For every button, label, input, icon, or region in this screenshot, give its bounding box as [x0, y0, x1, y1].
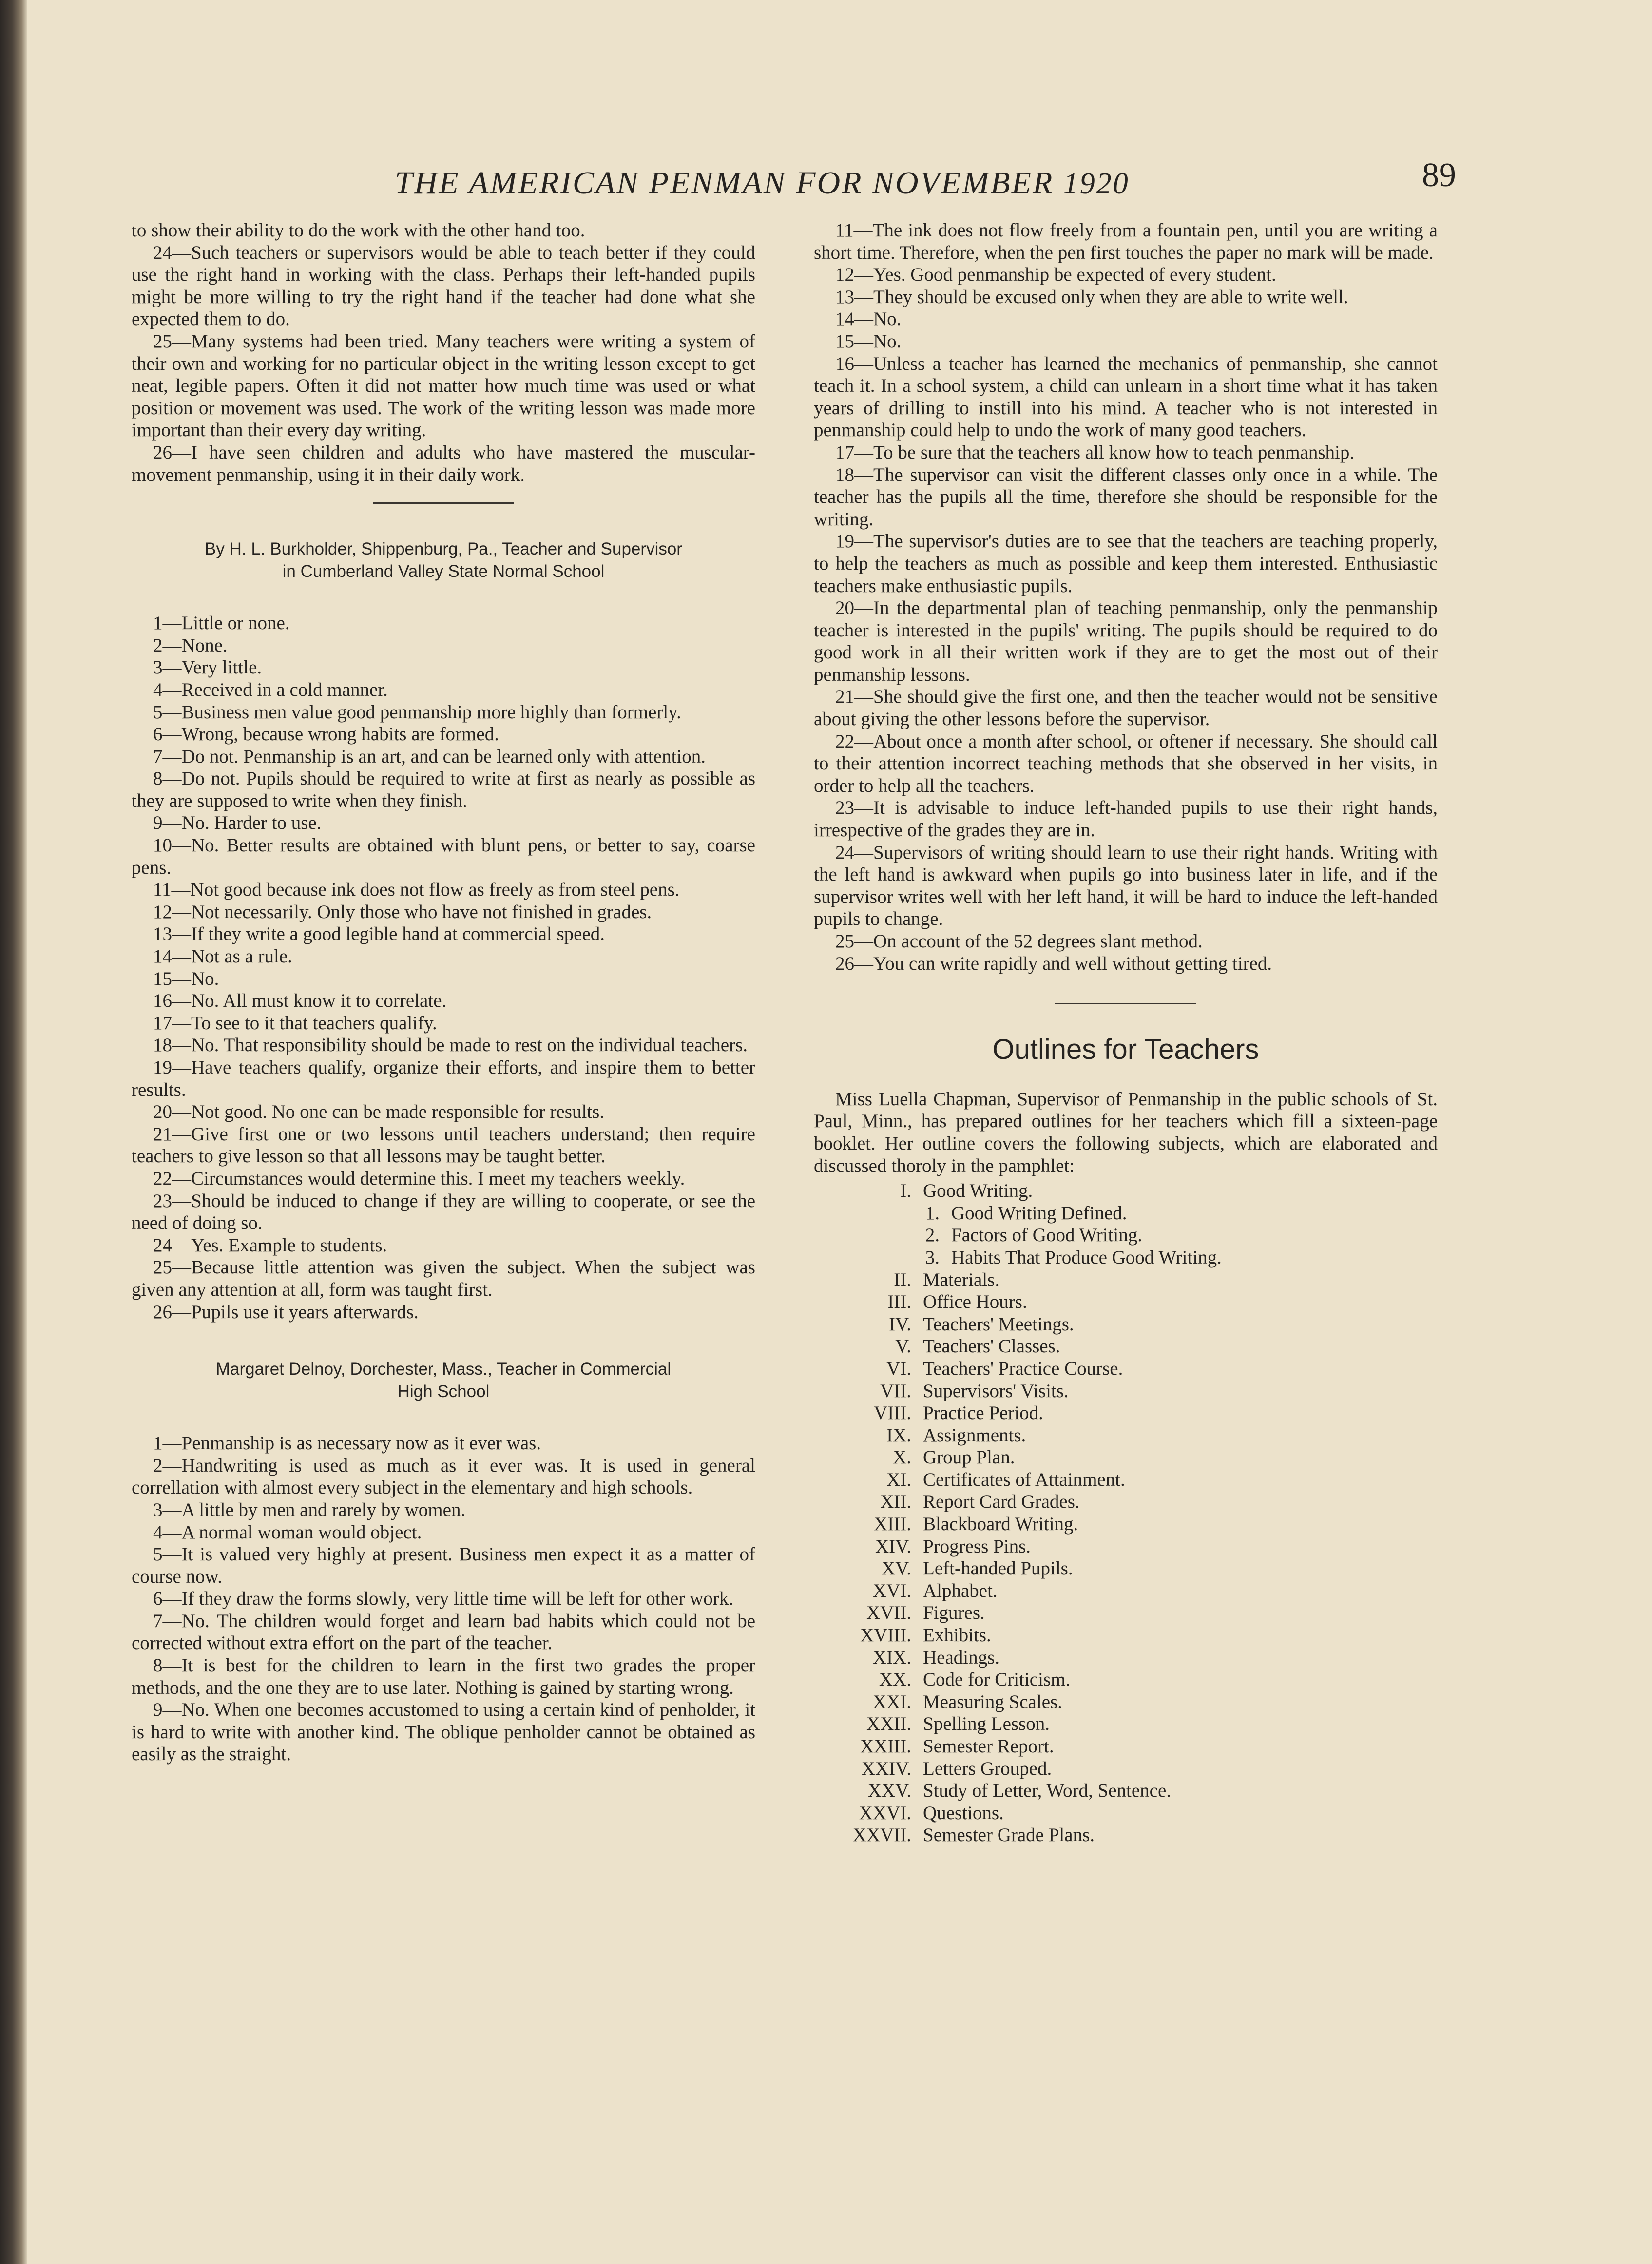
delnoy-answers — [132, 1432, 755, 1765]
outline-item — [814, 1424, 1438, 1447]
answer-item: 6—Wrong, because wrong habits are formed. — [153, 724, 499, 745]
issue-year: 1920 — [1063, 167, 1130, 200]
answer-item: 22—Circumstances would determine this. I meet my teachers weekly. — [153, 1168, 685, 1189]
outline-item-text: Exhibits. — [923, 1625, 991, 1646]
answer-item: 9—No. When one becomes accustomed to using a certain kind of penholder, it is hard to write with another kind. The oblique penholder cannot be obtained as easily as the straight. — [132, 1699, 755, 1765]
outline-item-number: XII. — [880, 1491, 911, 1513]
outline-item-text: Measuring Scales. — [923, 1691, 1062, 1712]
answer-item: 5—Business men value good penmanship more highly than formerly. — [153, 701, 681, 723]
answer-item: 3—Very little. — [153, 657, 262, 678]
outline-item-text: Figures. — [923, 1602, 985, 1624]
outline-item-number: XXIII. — [860, 1736, 911, 1757]
outline-item-text: Assignments. — [923, 1424, 1026, 1446]
outline-item — [814, 1469, 1438, 1491]
outline-item — [814, 1580, 1438, 1602]
answer-item: 20—Not good. No one can be made responsible for results. — [153, 1101, 605, 1123]
outline-item — [814, 1313, 1438, 1336]
outline-item — [814, 1802, 1438, 1824]
outline-item-text: Teachers' Classes. — [923, 1336, 1060, 1357]
paragraph: 24—Such teachers or supervisors would be able to teach better if they could use the right hand in working with the class. Perhaps their left-handed pupils might be more willing to try the right hand if the teacher had done what she expected them to do. — [132, 242, 755, 330]
answer-item: 1—Little or none. — [153, 613, 290, 634]
page-header — [0, 156, 1652, 210]
answer-item: 18—The supervisor can visit the different classes only once in a while. The teacher has the pupils all the time, therefore she should be responsible for the writing. — [814, 464, 1438, 530]
outline-item — [814, 1402, 1438, 1424]
book-gutter — [0, 0, 27, 2264]
outline-item-number: XVII. — [866, 1602, 911, 1624]
outline-item-text: Materials. — [923, 1269, 1000, 1290]
outline-item-text: Left-handed Pupils. — [923, 1558, 1073, 1579]
outline-item-number: XVIII. — [860, 1625, 911, 1646]
outline-item-text: Good Writing. — [923, 1180, 1033, 1202]
outline-item-number: XV. — [881, 1558, 911, 1579]
outline-item — [814, 1824, 1438, 1846]
outline-item-number: XXVI. — [859, 1802, 911, 1823]
outline-item-text: Alphabet. — [923, 1580, 998, 1601]
outline-item — [814, 1269, 1438, 1291]
burkholder-answers — [132, 612, 755, 1323]
outline-item-text: Progress Pins. — [923, 1535, 1031, 1557]
answer-item: 15—No. — [835, 330, 902, 352]
outline-item — [814, 1180, 1438, 1202]
answer-item: 11—Not good because ink does not flow as freely as from steel pens. — [153, 879, 680, 901]
answer-item: 23—Should be induced to change if they are willing to cooperate, or see the need of doing so. — [132, 1190, 755, 1234]
answer-item: 17—To see to it that teachers qualify. — [153, 1012, 437, 1034]
outline-item — [814, 1247, 1438, 1269]
outline-item — [814, 1691, 1438, 1713]
outline-item-text: Habits That Produce Good Writing. — [951, 1247, 1222, 1268]
answer-item: 8—Do not. Pupils should be required to write at first as nearly as possible as they are supposed to write when they finish. — [132, 768, 755, 811]
answer-item: 18—No. That responsibility should be made to rest on the individual teachers. — [153, 1035, 748, 1056]
outline-item-number: XXVII. — [852, 1824, 911, 1846]
outline-item-number: V. — [895, 1336, 911, 1357]
outline-item — [814, 1647, 1438, 1669]
outline-item — [814, 1780, 1438, 1802]
outline-item-text: Supervisors' Visits. — [923, 1380, 1069, 1401]
outline-item-text: Blackboard Writing. — [923, 1514, 1078, 1535]
answer-item: 14—Not as a rule. — [153, 946, 292, 967]
outline-item — [814, 1491, 1438, 1513]
section-divider — [1055, 1003, 1196, 1004]
outline-item-number: 1. — [925, 1202, 940, 1224]
answer-item: 13—They should be excused only when they are able to write well. — [835, 286, 1348, 307]
outline-item-text: Certificates of Attainment. — [923, 1469, 1125, 1490]
answer-item: 25—On account of the 52 degrees slant method. — [835, 931, 1203, 952]
answer-item: 26—Pupils use it years afterwards. — [153, 1301, 419, 1323]
right-answers — [814, 219, 1438, 975]
answer-item: 11—The ink does not flow freely from a fountain pen, until you are writing a short time. Therefore, when the pen first touches the paper no mark will be made. — [814, 220, 1438, 263]
answer-item: 23—It is advisable to induce left-handed pupils to use their right hands, irrespective of the grades they are in. — [814, 797, 1438, 841]
outline-item — [814, 1669, 1438, 1691]
outline-item — [814, 1202, 1438, 1225]
outline-item-number: VII. — [880, 1380, 911, 1401]
answer-item: 2—Handwriting is used as much as it ever was. It is used in general correllation with almost every subject in the elementary and high schools. — [132, 1455, 755, 1498]
answer-item: 9—No. Harder to use. — [153, 812, 322, 834]
answer-item: 16—No. All must know it to correlate. — [153, 990, 447, 1012]
answer-item: 14—No. — [835, 308, 902, 330]
outline-item-text: Spelling Lesson. — [923, 1713, 1050, 1735]
outline-item — [814, 1557, 1438, 1580]
outline-item-text: Good Writing Defined. — [951, 1202, 1127, 1224]
outline-item — [814, 1735, 1438, 1758]
answer-item: 21—Give first one or two lessons until teachers understand; then require teachers to give lesson so that all lessons may be taught better. — [132, 1123, 755, 1167]
answer-item: 7—Do not. Penmanship is an art, and can be learned only with attention. — [153, 746, 706, 767]
answer-item: 20—In the departmental plan of teaching penmanship, only the penmanship teacher is interested in the pupils' writing. The pupils should be required to do good work in all their written work if they are to get the most out of their penmanship lessons. — [814, 597, 1438, 685]
answer-item: 2—None. — [153, 634, 228, 656]
outline-item-number: I. — [900, 1180, 911, 1202]
outline-item-number: XXII. — [866, 1713, 911, 1735]
outline-item-text: Factors of Good Writing. — [951, 1225, 1142, 1246]
outline-item-number: IX. — [886, 1424, 911, 1446]
outline-item — [814, 1224, 1438, 1247]
outline-item — [814, 1624, 1438, 1647]
outline-item-number: 3. — [925, 1247, 940, 1268]
outline-item-text: Questions. — [923, 1802, 1004, 1823]
answer-item: 19—Have teachers qualify, organize their efforts, and inspire them to better results. — [132, 1057, 755, 1100]
answer-item: 21—She should give the first one, and then the teacher would not be sensitive about giving the other lessons before the supervisor. — [814, 686, 1438, 730]
answer-item: 24—Supervisors of writing should learn to use their right hands. Writing with the left hand is awkward when pupils go into business later in life, and if the supervisor writes well with her left hand, it will be hard to induce the left-handed pupils to change. — [814, 842, 1438, 930]
answer-item: 22—About once a month after school, or oftener if necessary. She should call to their attention incorrect teaching methods that she observed in her visits, in order to help all the teachers. — [814, 730, 1438, 796]
answer-item: 17—To be sure that the teachers all know how to teach penmanship. — [835, 441, 1355, 463]
outlines-title: Outlines for Teachers — [992, 1034, 1259, 1066]
outline-item-text: Letters Grouped. — [923, 1758, 1052, 1779]
outline-item-text: Practice Period. — [923, 1402, 1043, 1424]
outline-item-number: XX. — [879, 1669, 911, 1690]
outline-item — [814, 1535, 1438, 1558]
outline-item-number: 2. — [925, 1225, 940, 1246]
right-column — [814, 219, 1438, 1846]
outline-item-text: Office Hours. — [923, 1291, 1027, 1313]
outline-item — [814, 1713, 1438, 1735]
outline-item — [814, 1380, 1438, 1402]
magazine-title: THE AMERICAN PENMAN FOR NOVEMBER — [395, 165, 1054, 201]
outline-item-text: Study of Letter, Word, Sentence. — [923, 1780, 1172, 1802]
outline-item-number: VIII. — [874, 1402, 911, 1424]
paragraph: 26—I have seen children and adults who have mastered the muscular-movement penmanship, using it in their daily work. — [132, 441, 755, 485]
outline-item-number: XIX. — [872, 1647, 911, 1668]
answer-item: 19—The supervisor's duties are to see that the teachers are teaching properly, to help the teachers as much as possible and keep them interested. Enthusiastic teachers make enthusiastic pupils. — [814, 531, 1438, 596]
outline-item — [814, 1291, 1438, 1313]
outline-item-number: XIV. — [875, 1535, 911, 1557]
outline-item — [814, 1513, 1438, 1535]
paragraph: 25—Many systems had been tried. Many teachers were writing a system of their own and working for no particular object in the writing lesson except to get neat, legible papers. Often it did not matter how much time was used or what position or movement was used. The work of the writing lesson was made more important than their every day writing. — [132, 330, 755, 441]
outline-item-text: Report Card Grades. — [923, 1491, 1080, 1513]
outline-item-number: II. — [894, 1269, 911, 1290]
outline-item-text: Code for Criticism. — [923, 1669, 1071, 1690]
answer-item: 16—Unless a teacher has learned the mechanics of penmanship, she cannot teach it. In a school system, a child can unlearn in a short time what it has taken years of drilling to instill into his mind. A teacher who is not interested in penmanship could help to undo the work of many good teachers. — [814, 353, 1438, 441]
outline-item-number: XIII. — [874, 1514, 911, 1535]
answer-item: 3—A little by men and rarely by women. — [153, 1499, 466, 1520]
outline-list — [814, 1180, 1438, 1846]
answer-item: 7—No. The children would forget and learn bad habits which could not be corrected without extra effort on the part of the teacher. — [132, 1610, 755, 1654]
outlines-intro: Miss Luella Chapman, Supervisor of Penmanship in the public schools of St. Paul, Minn., has prepared outlines for her teachers which fill a sixteen-page booklet. Her outline covers the following subjects, which are elaborated and discussed thoroly in the pamphlet: — [814, 1088, 1438, 1176]
outline-item-number: VI. — [886, 1358, 911, 1379]
outline-item-number: IV. — [889, 1313, 911, 1335]
outline-item — [814, 1758, 1438, 1780]
outline-item-text: Group Plan. — [923, 1447, 1015, 1468]
outline-item-number: XXV. — [867, 1780, 911, 1802]
outline-item — [814, 1335, 1438, 1358]
outline-item-number: XXIV. — [861, 1758, 911, 1779]
answer-item: 13—If they write a good legible hand at commercial speed. — [153, 923, 605, 945]
answer-item: 4—Received in a cold manner. — [153, 679, 388, 700]
answer-item: 12—Not necessarily. Only those who have not finished in grades. — [153, 901, 652, 922]
answer-item: 4—A normal woman would object. — [153, 1521, 422, 1543]
outline-item-number: XXI. — [872, 1691, 911, 1712]
outline-item — [814, 1358, 1438, 1380]
burkholder-byline: By H. L. Burkholder, Shippenburg, Pa., Teacher and Supervisor in Cumberland Valley State Normal School — [205, 539, 682, 581]
section-divider — [373, 502, 514, 504]
answer-item: 24—Yes. Example to students. — [153, 1234, 387, 1256]
outline-item-number: XVI. — [872, 1580, 911, 1601]
answer-item: 5—It is valued very highly at present. Business men expect it as a matter of course now. — [132, 1544, 755, 1587]
outline-item-text: Semester Report. — [923, 1736, 1054, 1757]
answer-item: 12—Yes. Good penmanship be expected of every student. — [835, 264, 1276, 286]
delnoy-byline: Margaret Delnoy, Dorchester, Mass., Teacher in Commercial High School — [215, 1360, 672, 1401]
answer-item: 1—Penmanship is as necessary now as it ever was. — [153, 1433, 541, 1454]
outline-item-number: X. — [893, 1447, 911, 1468]
answer-item: 25—Because little attention was given the subject. When the subject was given any attention at all, form was taught first. — [132, 1257, 755, 1300]
outline-item-number: XI. — [886, 1469, 911, 1490]
answer-item: 10—No. Better results are obtained with blunt pens, or better to say, coarse pens. — [132, 835, 755, 878]
outline-item-text: Headings. — [923, 1647, 1000, 1668]
answer-item: 6—If they draw the forms slowly, very little time will be left for other work. — [153, 1588, 734, 1610]
running-title — [395, 165, 1467, 202]
outline-item-text: Semester Grade Plans. — [923, 1824, 1095, 1846]
outline-item-number: III. — [887, 1291, 911, 1313]
outline-item — [814, 1602, 1438, 1624]
left-column — [132, 219, 755, 1765]
outline-item-text: Teachers' Meetings. — [923, 1313, 1074, 1335]
outline-item-text: Teachers' Practice Course. — [923, 1358, 1123, 1379]
answer-item: 15—No. — [153, 968, 219, 989]
answer-item: 8—It is best for the children to learn in the first two grades the proper methods, and the one they are to use later. Nothing is gained by starting wrong. — [132, 1655, 755, 1698]
paragraph: to show their ability to do the work with the other hand too. — [132, 220, 585, 241]
outline-item — [814, 1446, 1438, 1469]
page-number: 89 — [1422, 156, 1456, 194]
answer-item: 26—You can write rapidly and well without getting tired. — [835, 953, 1272, 974]
